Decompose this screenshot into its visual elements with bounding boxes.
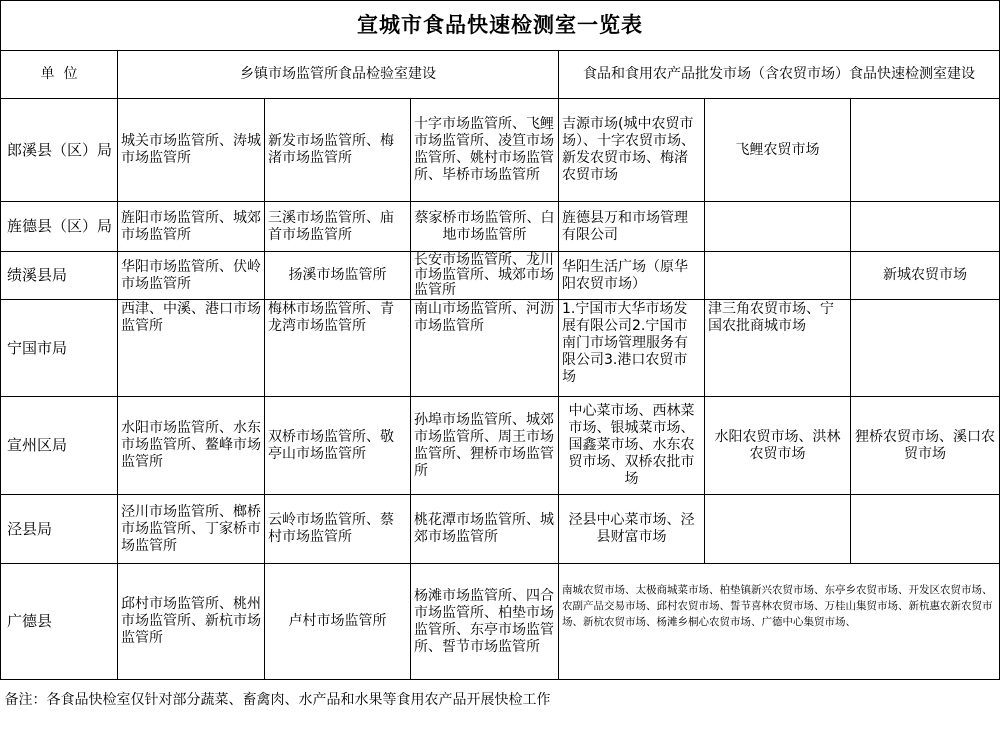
market-cell: 狸桥农贸市场、溪口农贸市场 — [851, 397, 1000, 495]
market-cell: 旌德县万和市场管理有限公司 — [559, 202, 705, 252]
township-cell: 杨滩市场监管所、四合市场监管所、柏垫市场监管所、东亭市场监管所、誓节市场监管所 — [411, 564, 559, 680]
township-cell: 双桥市场监管所、敬亭山市场监管所 — [265, 397, 411, 495]
market-cell: 水阳农贸市场、洪林农贸市场 — [705, 397, 851, 495]
table-row — [1, 252, 1000, 300]
unit-cell: 泾县局 — [1, 495, 118, 564]
market-cell: 新城农贸市场 — [851, 252, 1000, 300]
table-row — [1, 564, 1000, 680]
township-cell: 泾川市场监管所、榔桥市场监管所、丁家桥市场监管所 — [118, 495, 265, 564]
township-cell: 南山市场监管所、河沥市场监管所 — [411, 300, 559, 397]
market-cell — [851, 202, 1000, 252]
market-cell: 吉源市场(城中农贸市场）、十字农贸市场、新发农贸市场、梅渚农贸市场 — [559, 99, 705, 202]
market-cell — [851, 300, 1000, 397]
township-cell: 扬溪市场监管所 — [265, 252, 411, 300]
market-cell — [851, 495, 1000, 564]
market-cell — [705, 202, 851, 252]
table-row — [1, 99, 1000, 202]
township-cell: 孙埠市场监管所、城郊市场监管所、周王市场监管所、狸桥市场监管所 — [411, 397, 559, 495]
market-cell: 中心菜市场、西林菜市场、银城菜市场、国鑫菜市场、水东农贸市场、双桥农批市场 — [559, 397, 705, 495]
unit-cell: 宁国市局 — [1, 300, 118, 397]
unit-cell: 旌德县（区）局 — [1, 202, 118, 252]
market-cell: 津三角农贸市场、宁国农批商城市场 — [705, 300, 851, 397]
township-cell: 西津、中溪、港口市场监管所 — [118, 300, 265, 397]
header-township: 乡镇市场监管所食品检验室建设 — [118, 51, 559, 99]
market-cell — [705, 252, 851, 300]
unit-cell: 宣州区局 — [1, 397, 118, 495]
footnote: 备注：各食品快检室仅针对部分蔬菜、畜禽肉、水产品和水果等食用农产品开展快检工作 — [1, 680, 1000, 732]
township-cell: 华阳市场监管所、伏岭市场监管所 — [118, 252, 265, 300]
market-cell: 华阳生活广场（原华阳农贸市场） — [559, 252, 705, 300]
township-cell: 城关市场监管所、涛城市场监管所 — [118, 99, 265, 202]
township-cell: 三溪市场监管所、庙首市场监管所 — [265, 202, 411, 252]
township-cell: 十字市场监管所、飞鲤市场监管所、凌笪市场监管所、姚村市场监管所、毕桥市场监管所 — [411, 99, 559, 202]
page-title: 宣城市食品快速检测室一览表 — [1, 1, 1000, 51]
township-cell: 桃花潭市场监管所、城郊市场监管所 — [411, 495, 559, 564]
market-cell: 泾县中心菜市场、泾县财富市场 — [559, 495, 705, 564]
table-row — [1, 495, 1000, 564]
township-cell: 梅林市场监管所、青龙湾市场监管所 — [265, 300, 411, 397]
market-cell-merged: 南城农贸市场、太极商城菜市场、柏垫镇新兴农贸市场、东亭乡农贸市场、开发区农贸市场、农副产品交易市场、邱村农贸市场、誓节喜林农贸市场、万桂山集贸市场、新杭惠农新农贸市场、新杭农贸市场、杨滩乡桐心农贸市场、广德中心集贸市场、 — [559, 564, 1000, 680]
market-cell — [705, 495, 851, 564]
township-cell: 旌阳市场监管所、城郊市场监管所 — [118, 202, 265, 252]
township-cell: 长安市场监管所、龙川市场监管所、城郊市场监管所 — [411, 252, 559, 300]
table-row — [1, 300, 1000, 397]
table-row — [1, 202, 1000, 252]
header-market: 食品和食用农产品批发市场（含农贸市场）食品快速检测室建设 — [559, 51, 1000, 99]
township-cell: 水阳市场监管所、水东市场监管所、鳌峰市场监管所 — [118, 397, 265, 495]
table-row — [1, 397, 1000, 495]
unit-cell: 广德县 — [1, 564, 118, 680]
market-cell: 1.宁国市大华市场发展有限公司2.宁国市南门市场管理服务有限公司3.港口农贸市场 — [559, 300, 705, 397]
township-cell: 蔡家桥市场监管所、白地市场监管所 — [411, 202, 559, 252]
township-cell: 云岭市场监管所、蔡村市场监管所 — [265, 495, 411, 564]
township-cell: 邱村市场监管所、桃州市场监管所、新杭市场监管所 — [118, 564, 265, 680]
header-unit: 单 位 — [1, 51, 118, 99]
township-cell: 卢村市场监管所 — [265, 564, 411, 680]
market-cell — [851, 99, 1000, 202]
unit-cell: 郎溪县（区）局 — [1, 99, 118, 202]
township-cell: 新发市场监管所、梅渚市场监管所 — [265, 99, 411, 202]
market-cell: 飞鲤农贸市场 — [705, 99, 851, 202]
unit-cell: 绩溪县局 — [1, 252, 118, 300]
